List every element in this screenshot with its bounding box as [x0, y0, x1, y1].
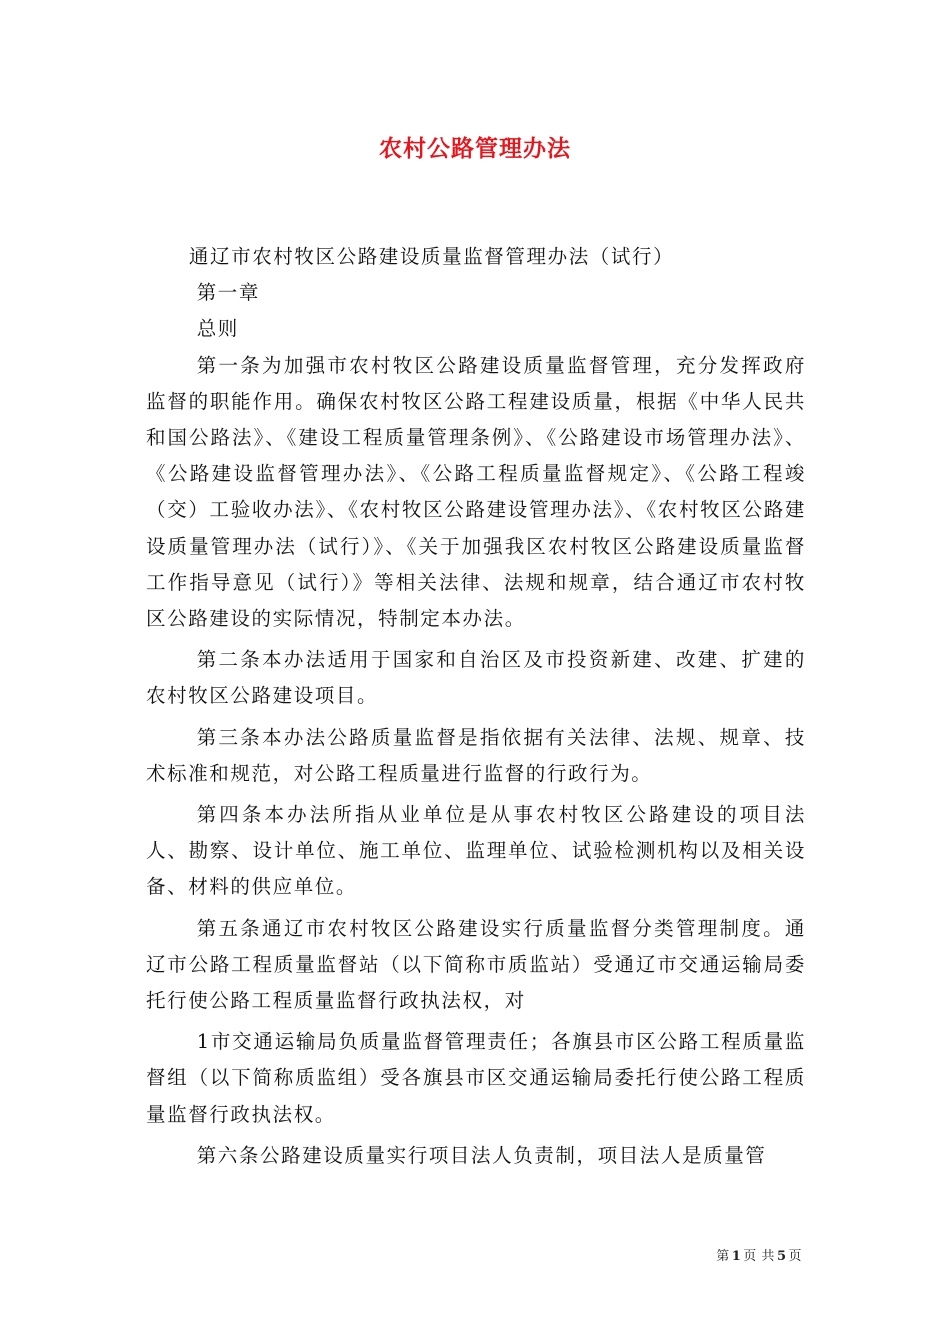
page-footer [716, 1248, 802, 1266]
article-3: 第三条本办法公路质量监督是指依据有关法律、法规、规章、技术标准和规范，对公路工程质量进行监督的行政行为。 [146, 725, 806, 785]
article-6: 第六条公路建设质量实行项目法人负责制，项目法人是质量管 [196, 1143, 767, 1167]
article-5: 第五条通辽市农村牧区公路建设实行质量监督分类管理制度。通辽市公路工程质量监督站（以下简称市质监站）受通辽市交通运输局委托行使公路工程质量监督行政执法权，对 [146, 916, 806, 1013]
document-title: 农村公路管理办法 [379, 135, 571, 162]
article-5-continued: 1市交通运输局负质量监督管理责任；各旗县市区公路工程质量监督组（以下简称质监组）受各旗县市区交通运输局委托行使公路工程质量监督行政执法权。 [146, 1030, 806, 1126]
document-subtitle: 通辽市农村牧区公路建设质量监督管理办法（试行） [188, 245, 675, 268]
current-page-number: 1 [731, 1249, 742, 1264]
article-4: 第四条本办法所指从业单位是从事农村牧区公路建设的项目法人、勘察、设计单位、施工单位、监理单位、试验检测机构以及相关设备、材料的供应单位。 [146, 803, 806, 899]
footer-prefix: 第 [716, 1249, 730, 1264]
chapter-heading: 第一章 [196, 281, 260, 305]
footer-suffix: 页 [788, 1249, 802, 1264]
footer-middle: 页 共 [743, 1249, 775, 1264]
document-body [146, 239, 806, 1174]
total-page-number: 5 [776, 1249, 787, 1264]
article-2: 第二条本办法适用于国家和自治区及市投资新建、改建、扩建的农村牧区公路建设项目。 [146, 648, 806, 708]
article-1: 第一条为加强市农村牧区公路建设质量监督管理，充分发挥政府监督的职能作用。确保农村牧区公路工程建设质量，根据《中华人民共和国公路法》、《建设工程质量管理条例》、《公路建设市场管理办法》、《公路建设监督管理办法》、《公路工程质量监督规定》、《公路工程竣（交）工验收办法》、《农村牧区公路建设管理办法》、《农村牧区公路建设质量管理办法（试行）》、《关于加强我区农村牧区公路建设质量监督工作指导意见（试行）》等相关法律、法规和规章，结合通辽市农村牧区公路建设的实际情况，特制定本办法。 [146, 353, 806, 631]
section-heading: 总则 [196, 317, 239, 341]
